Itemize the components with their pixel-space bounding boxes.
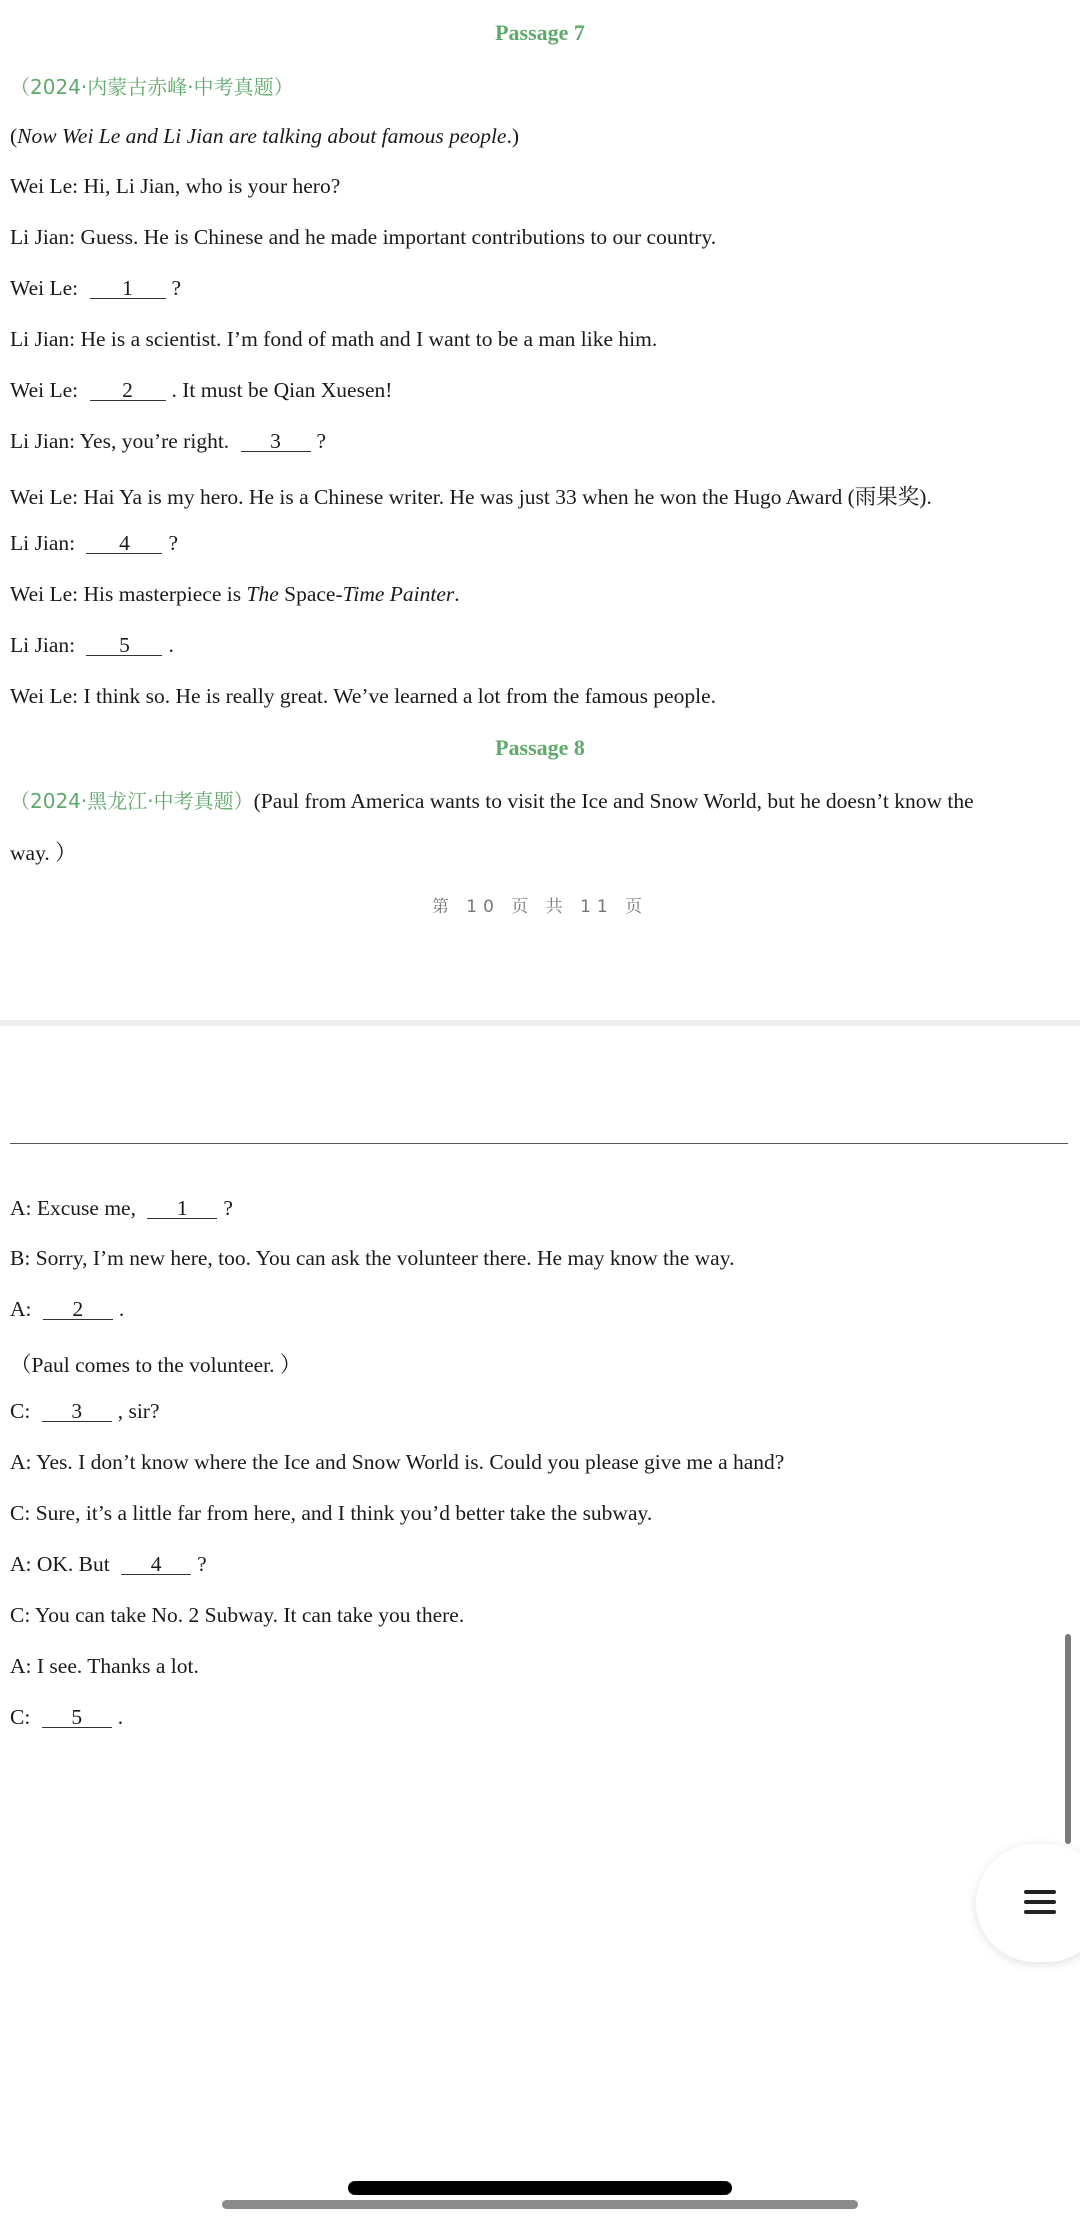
passage-7-intro [10, 124, 1070, 149]
speaker: A: [10, 1297, 32, 1321]
line-tail: ? [168, 531, 179, 555]
passage-8-source: （2024·黑龙江·中考真题） [10, 789, 254, 813]
title-italic: The [246, 582, 279, 606]
dialogue-line: （Paul comes to the volunteer. ） [10, 1353, 302, 1377]
answer-blank: 5 [42, 1707, 112, 1728]
dialogue-line [10, 1297, 1070, 1322]
answer-blank: 4 [86, 533, 162, 554]
speaker: C: [10, 1705, 31, 1729]
vertical-scrollbar[interactable] [1065, 1634, 1071, 1844]
home-indicator[interactable] [348, 2181, 732, 2195]
line-head: Wei Le: His masterpiece is [10, 582, 247, 606]
dialogue-line [10, 1399, 1070, 1424]
dialogue-line [10, 1705, 1070, 1730]
header-rule [10, 1143, 1068, 1144]
intro-close: .) [506, 124, 520, 148]
line-head: A: OK. But [10, 1552, 110, 1576]
page-number-footer: 第 10 页 共 11 页 [431, 897, 649, 917]
dialogue-line: Li Jian: Guess. He is Chinese and he made important contributions to our country. [10, 225, 717, 249]
document-page-11 [0, 1026, 1080, 2217]
answer-blank: 1 [90, 278, 166, 299]
intro-italic: Now Wei Le and Li Jian are talking about famous people [17, 124, 507, 148]
answer-blank: 3 [241, 431, 311, 452]
answer-blank: 3 [42, 1401, 112, 1422]
dialogue-line: A: Yes. I don’t know where the Ice and Snow World is. Could you please give me a hand? [10, 1450, 785, 1474]
dialogue-line: Wei Le: I think so. He is really great. We’ve learned a lot from the famous people. [10, 684, 716, 708]
dialogue-line [10, 1552, 1070, 1577]
dialogue-line [10, 582, 1070, 607]
answer-blank: 4 [121, 1554, 191, 1575]
speaker: Wei Le: [10, 378, 79, 402]
answer-blank: 1 [147, 1198, 217, 1219]
passage-7-source: （2024·内蒙古赤峰·中考真题） [10, 75, 294, 99]
dialogue-line [10, 378, 1070, 403]
dialogue-line: C: You can take No. 2 Subway. It can take you there. [10, 1603, 465, 1627]
dialogue-line [10, 633, 1070, 658]
dialogue-line [10, 429, 1070, 454]
speaker: Li Jian: [10, 531, 76, 555]
line-tail: , sir? [117, 1399, 160, 1423]
dialogue-line: B: Sorry, I’m new here, too. You can ask the volunteer there. He may know the way. [10, 1246, 735, 1270]
line-tail: . [168, 633, 174, 657]
line-tail: ? [197, 1552, 207, 1576]
answer-blank: 2 [43, 1299, 113, 1320]
line-tail: . It must be Qian Xuesen! [171, 378, 393, 402]
line-tail: ? [171, 276, 182, 300]
passage-8-intro-cont: way. ） [10, 841, 77, 865]
passage-7-title: Passage 7 [495, 20, 585, 45]
line-head: A: Excuse me, [10, 1196, 136, 1220]
line-tail: ? [316, 429, 327, 453]
dialogue-line [10, 276, 1070, 301]
passage-8-title: Passage 8 [495, 735, 585, 760]
line-tail: . [118, 1297, 125, 1321]
title-italic: Time Painter [342, 582, 455, 606]
answer-blank: 5 [86, 635, 162, 656]
dialogue-line: Wei Le: Hai Ya is my hero. He is a Chinese writer. He was just 33 when he won the Hugo Award (雨果奖). [10, 485, 932, 509]
speaker: C: [10, 1399, 31, 1423]
dialogue-line [10, 1196, 1070, 1221]
title-mid: Space- [278, 582, 343, 606]
dialogue-line [10, 531, 1070, 556]
intro-text: (Paul from America wants to visit the Ice and Snow World, but he doesn’t know the [253, 789, 974, 813]
line-tail: . [117, 1705, 124, 1729]
dialogue-line: A: I see. Thanks a lot. [10, 1654, 199, 1678]
dialogue-line: Wei Le: Hi, Li Jian, who is your hero? [10, 174, 341, 198]
horizontal-scrollbar[interactable] [222, 2200, 858, 2209]
answer-blank: 2 [90, 380, 166, 401]
intro-open: ( [10, 124, 18, 148]
dialogue-line: Li Jian: He is a scientist. I’m fond of math and I want to be a man like him. [10, 327, 658, 351]
document-page-10 [0, 0, 1080, 1020]
speaker: Li Jian: [10, 633, 76, 657]
line-tail: ? [223, 1196, 233, 1220]
line-tail: . [454, 582, 460, 606]
line-head: Li Jian: Yes, you’re right. [10, 429, 230, 453]
dialogue-line: C: Sure, it’s a little far from here, and I think you’d better take the subway. [10, 1501, 653, 1525]
passage-8-intro [10, 785, 1070, 814]
speaker: Wei Le: [10, 276, 79, 300]
